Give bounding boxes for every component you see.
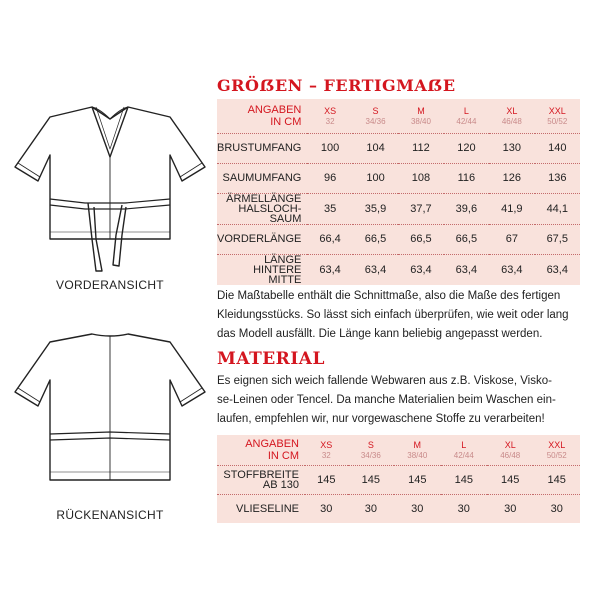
size-column-header xyxy=(533,435,580,465)
size-name: L xyxy=(463,105,469,116)
table-cell: 30 xyxy=(550,502,563,515)
size-name: XL xyxy=(504,439,516,450)
size-number: 42/44 xyxy=(456,116,477,126)
table-cell: 67 xyxy=(489,224,534,254)
row-label-line: HALSLOCH-SAUM xyxy=(238,202,302,225)
table-cell: 30 xyxy=(364,502,377,515)
description-line: se-Leinen oder Tencel. Da manche Materialien beim Waschen ein- xyxy=(217,394,556,406)
sizes-heading: GRÖẞEN – FERTIGMAẞE xyxy=(217,76,456,95)
header-label xyxy=(217,99,307,133)
header-label xyxy=(217,435,305,465)
size-name: S xyxy=(372,105,379,116)
table-cell: 66,5 xyxy=(353,224,398,254)
description-line: Die Maßtabelle enthält die Schnittmaße, also die Maße des fertigen xyxy=(217,290,561,302)
table-cell: 145 xyxy=(441,465,487,494)
size-column-header xyxy=(441,435,487,465)
size-column-header xyxy=(307,99,352,133)
table-row xyxy=(217,465,580,494)
description-line: laufen, empfehlen wir, nur vorgewaschene Stoffe zu verarbeiten! xyxy=(217,413,545,425)
row-label-line: MITTE xyxy=(268,273,302,286)
row-label-line: LÄNGE HINTERE xyxy=(253,253,302,276)
size-name: XXL xyxy=(548,439,566,450)
row-label-line: ÄRMELLÄNGE xyxy=(226,192,302,205)
row-label-line: VORDERLÄNGE xyxy=(217,233,302,245)
table-cell: 63,4 xyxy=(410,263,432,276)
table-cell: 30 xyxy=(457,502,470,515)
size-name: S xyxy=(367,439,374,450)
table-cell: 100 xyxy=(353,163,398,193)
material-heading: MATERIAL xyxy=(217,349,325,369)
back-view-label: RÜCKENANSICHT xyxy=(56,508,164,522)
table-cell: 145 xyxy=(305,465,348,494)
table-cell: 35,9 xyxy=(353,193,398,224)
header-label-line: ANGABEN xyxy=(245,437,299,450)
table-row xyxy=(217,254,580,285)
table-cell: 136 xyxy=(535,163,580,193)
material-table xyxy=(217,435,580,523)
front-view-sketch xyxy=(10,95,210,275)
table-row xyxy=(217,224,580,254)
header-label-line: IN CM xyxy=(267,449,299,462)
size-number: 38/40 xyxy=(407,450,428,460)
table-row xyxy=(217,494,580,523)
size-number: 46/48 xyxy=(501,116,522,126)
table-row xyxy=(217,133,580,163)
table-cell: 63,4 xyxy=(455,263,478,276)
row-label-line: BRUSTUMFANG xyxy=(217,142,302,154)
size-column-header xyxy=(535,99,580,133)
table-cell: 44,1 xyxy=(535,193,580,224)
table-cell: 104 xyxy=(353,133,398,163)
size-name: M xyxy=(417,105,425,116)
table-cell: 130 xyxy=(489,133,534,163)
description-line: das Modell ausfällt. Die Länge kann beliebig angepasst werden. xyxy=(217,328,543,340)
table-header-row xyxy=(217,435,580,465)
size-name: XS xyxy=(324,105,337,116)
size-number: 34/36 xyxy=(365,116,386,126)
table-cell: 30 xyxy=(411,502,424,515)
size-number: 32 xyxy=(325,116,335,126)
table-cell: 35 xyxy=(307,193,352,224)
table-header-row xyxy=(217,99,580,133)
sizes-description xyxy=(217,287,592,344)
table-cell: 37,7 xyxy=(398,193,443,224)
size-column-header xyxy=(489,99,534,133)
row-label-line: VLIESELINE xyxy=(236,502,299,515)
size-name: L xyxy=(461,439,467,450)
header-label-line: ANGABEN xyxy=(247,103,302,116)
table-cell: 108 xyxy=(398,163,443,193)
front-view-label: VORDERANSICHT xyxy=(56,278,164,292)
back-view-sketch xyxy=(10,322,210,492)
row-label-line: STOFFBREITE AB 130 xyxy=(223,468,299,491)
size-column-header xyxy=(487,435,533,465)
row-label xyxy=(217,254,307,285)
table-cell: 96 xyxy=(307,163,352,193)
row-label xyxy=(217,133,307,163)
size-name: XS xyxy=(320,439,333,450)
table-cell: 30 xyxy=(320,502,333,515)
size-number: 32 xyxy=(321,450,331,460)
table-row xyxy=(217,163,580,193)
table-cell: 66,5 xyxy=(398,224,443,254)
size-column-header xyxy=(398,99,443,133)
table-cell: 66,4 xyxy=(307,224,352,254)
row-label-line: SAUMUMFANG xyxy=(222,172,302,184)
description-line: Es eignen sich weich fallende Webwaren aus z.B. Viskose, Visko- xyxy=(217,375,552,387)
size-number: 46/48 xyxy=(500,450,521,460)
size-name: XXL xyxy=(548,105,566,116)
size-column-header xyxy=(348,435,394,465)
size-column-header xyxy=(353,99,398,133)
size-number: 42/44 xyxy=(453,450,474,460)
size-column-header xyxy=(444,99,489,133)
table-cell: 145 xyxy=(533,465,580,494)
size-name: XL xyxy=(506,105,518,116)
table-cell: 145 xyxy=(487,465,533,494)
table-cell: 63,4 xyxy=(319,263,341,276)
row-label xyxy=(217,494,305,523)
table-cell: 100 xyxy=(307,133,352,163)
table-cell: 39,6 xyxy=(444,193,489,224)
size-number: 50/52 xyxy=(546,450,567,460)
table-cell: 63,4 xyxy=(364,263,387,276)
size-number: 38/40 xyxy=(410,116,431,126)
row-label xyxy=(217,163,307,193)
size-column-header xyxy=(394,435,440,465)
size-number: 34/36 xyxy=(360,450,381,460)
table-row xyxy=(217,193,580,224)
table-cell: 145 xyxy=(348,465,394,494)
table-cell: 120 xyxy=(444,133,489,163)
size-column-header xyxy=(305,435,348,465)
size-name: M xyxy=(413,439,422,450)
size-number: 50/52 xyxy=(547,116,568,126)
description-line: Kleidungsstücks. So lässt sich einfach überprüfen, wie weit oder lang xyxy=(217,309,569,321)
row-label xyxy=(217,465,305,494)
table-cell: 66,5 xyxy=(444,224,489,254)
row-label xyxy=(217,193,307,224)
table-cell: 116 xyxy=(444,163,489,193)
table-cell: 67,5 xyxy=(535,224,580,254)
table-cell: 145 xyxy=(394,465,440,494)
table-cell: 30 xyxy=(504,502,517,515)
table-cell: 63,4 xyxy=(546,263,568,276)
table-cell: 126 xyxy=(489,163,534,193)
table-cell: 41,9 xyxy=(489,193,534,224)
size-table xyxy=(217,99,580,285)
row-label xyxy=(217,224,307,254)
table-cell: 112 xyxy=(398,133,443,163)
material-description xyxy=(217,372,592,429)
header-label-line: IN CM xyxy=(270,115,302,128)
table-cell: 140 xyxy=(535,133,580,163)
table-cell: 63,4 xyxy=(501,263,523,276)
